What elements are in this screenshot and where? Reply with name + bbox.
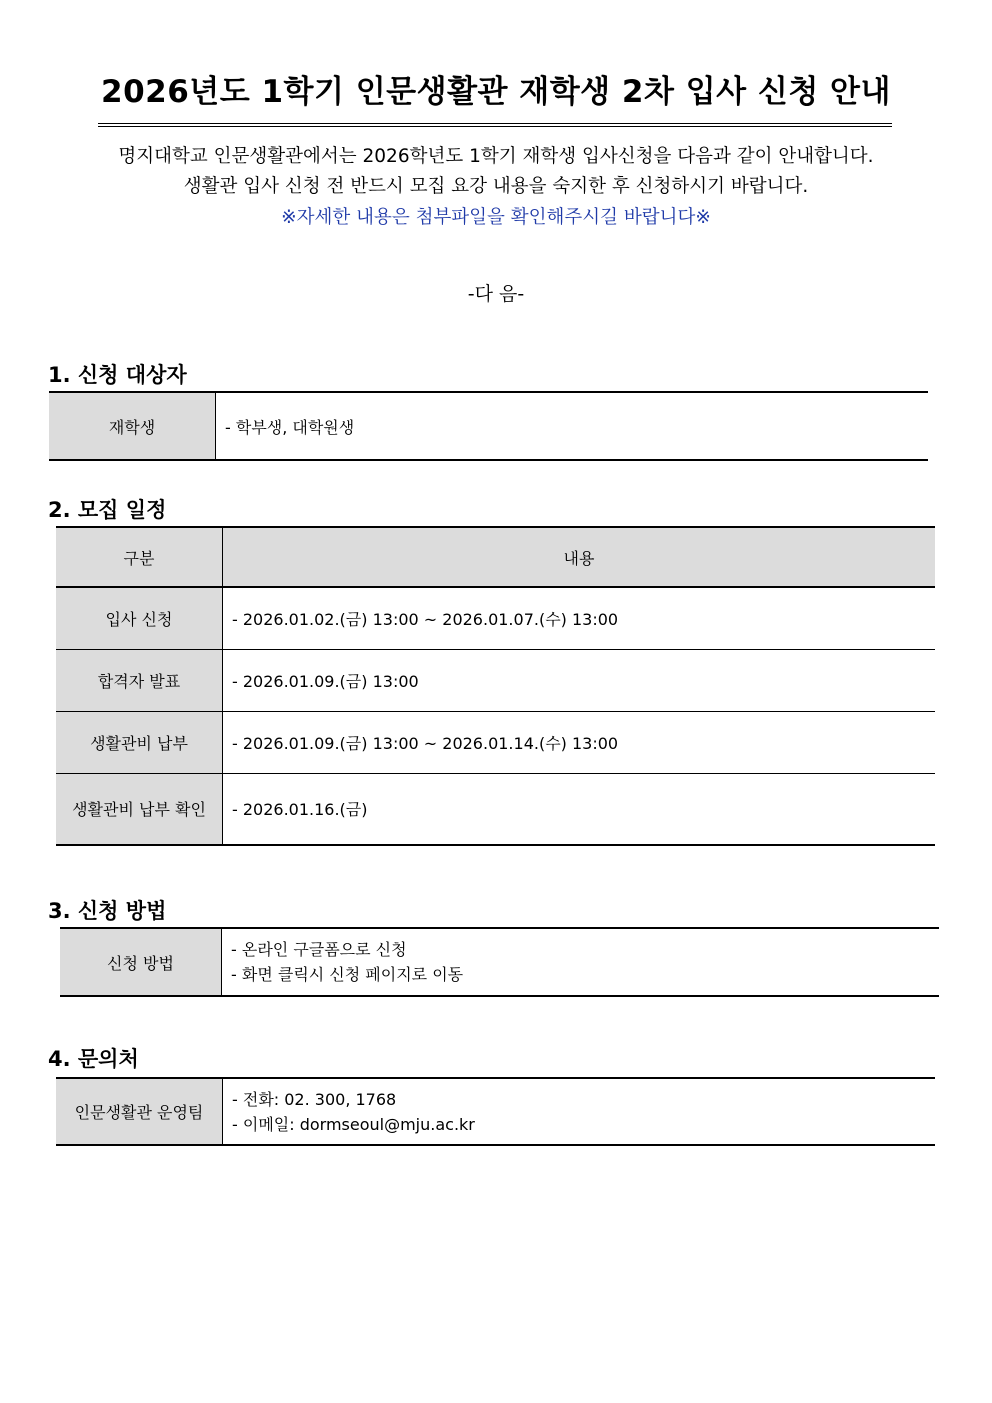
contact-values [223, 1078, 936, 1145]
schedule-row-value: - 2026.01.16.(금) [223, 773, 936, 845]
schedule-header-row [56, 527, 935, 587]
schedule-row-label: 생활관비 납부 확인 [56, 773, 223, 845]
section-3-heading: 3. 신청 방법 [48, 899, 167, 923]
intro-line-1: 명지대학교 인문생활관에서는 2026학년도 1학기 재학생 입사신청을 다음과 같이 안내합니다. [118, 146, 874, 167]
eligibility-label: 재학생 [49, 392, 216, 460]
title-divider [98, 123, 892, 127]
section-4-heading: 4. 문의처 [48, 1047, 139, 1071]
method-table [60, 927, 939, 997]
contact-table [56, 1077, 935, 1146]
intro-line-2: 생활관 입사 신청 전 반드시 모집 요강 내용을 숙지한 후 신청하시기 바랍니다. [183, 176, 809, 197]
contact-phone: - 전화: 02. 300, 1768 [232, 1089, 397, 1109]
method-line-online-form: - 온라인 구글폼으로 신청 [231, 940, 407, 959]
method-label: 신청 방법 [60, 928, 222, 996]
schedule-col-content: 내용 [223, 527, 936, 587]
section-2-heading: 2. 모집 일정 [48, 498, 167, 522]
schedule-row-label: 입사 신청 [56, 587, 223, 649]
table-row [56, 711, 935, 773]
table-row [56, 649, 935, 711]
eligibility-value: - 학부생, 대학원생 [216, 392, 929, 460]
table-row [56, 773, 935, 845]
intro-attachment-note: ※자세한 내용은 첨부파일을 확인해주시길 바랍니다※ [281, 207, 711, 228]
schedule-col-label: 구분 [56, 527, 223, 587]
page-title: 2026년도 1학기 인문생활관 재학생 2차 입사 신청 안내 [101, 74, 891, 110]
eligibility-table [49, 391, 928, 461]
schedule-row-label: 생활관비 납부 [56, 711, 223, 773]
dagum-heading: -다 음- [467, 283, 525, 305]
section-1-heading: 1. 신청 대상자 [48, 363, 187, 387]
schedule-row-value: - 2026.01.09.(금) 13:00 ~ 2026.01.14.(수) 13:00 [223, 711, 936, 773]
method-line-click-link[interactable]: - 화면 클릭시 신청 페이지로 이동 [231, 965, 464, 984]
contact-email[interactable]: - 이메일: dormseoul@mju.ac.kr [232, 1114, 475, 1134]
schedule-row-value: - 2026.01.09.(금) 13:00 [223, 649, 936, 711]
method-values [222, 928, 940, 996]
contact-label: 인문생활관 운영팀 [56, 1078, 223, 1145]
schedule-row-label: 합격자 발표 [56, 649, 223, 711]
schedule-table [56, 526, 935, 846]
table-row [56, 587, 935, 649]
schedule-row-value: - 2026.01.02.(금) 13:00 ~ 2026.01.07.(수) 13:00 [223, 587, 936, 649]
